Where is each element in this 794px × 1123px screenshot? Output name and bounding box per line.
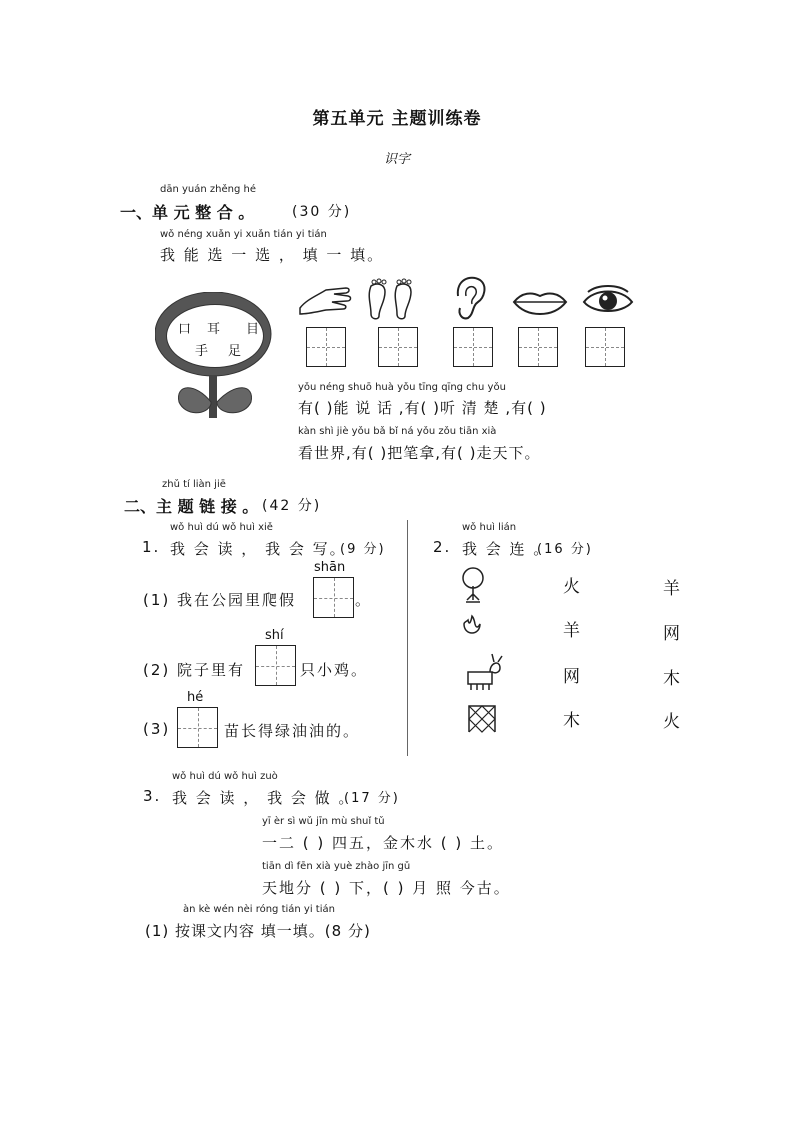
flower-char-2: 耳 — [207, 322, 223, 337]
sheep-picture-icon — [462, 650, 504, 692]
q2-ancient-1[interactable]: 火 — [563, 577, 580, 597]
section1-heading: 一、单 元 整 合 。 — [120, 203, 255, 222]
q3-score: (17 分) — [344, 791, 400, 806]
q2-modern-2[interactable]: 网 — [663, 624, 680, 644]
section1-line1: 有( )能 说 话 ,有( )听 清 楚 ,有( ) — [298, 399, 547, 417]
writing-grid-eye[interactable] — [585, 327, 625, 367]
column-divider — [407, 520, 408, 756]
q1-item1-suffix: 。 — [355, 591, 373, 609]
fire-picture-icon — [460, 614, 484, 640]
q2-modern-3[interactable]: 木 — [663, 669, 680, 689]
flower-char-5: 足 — [228, 344, 244, 359]
q1-item2-pinyin: shí — [265, 628, 284, 643]
section1-instruction: 我 能 选 一 选 ， 填 一 填。 — [160, 246, 385, 264]
section2-pinyin: zhǔ tí liàn jiē — [162, 479, 226, 490]
q3-line2-pinyin: tiān dì fēn xià yuè zhào jīn gǔ — [262, 861, 411, 872]
q1-label: 1. — [142, 538, 161, 556]
q3-line1: 一二 ( ) 四五，金木水 ( ) 土。 — [262, 834, 505, 852]
hand-icon — [296, 280, 354, 320]
mouth-icon — [512, 288, 568, 316]
writing-grid-foot[interactable] — [378, 327, 418, 367]
q2-ancient-4[interactable]: 木 — [563, 711, 580, 731]
section1-instruction-pinyin: wǒ néng xuǎn yi xuǎn tián yi tián — [160, 229, 327, 240]
q1-item2-grid[interactable] — [255, 645, 296, 686]
q2-pinyin: wǒ huì lián — [462, 522, 517, 533]
q1-item2-prefix: (2) 院子里有 — [143, 661, 246, 679]
q3-line1-pinyin: yī èr sì wǔ jīn mù shuǐ tǔ — [262, 816, 385, 827]
flower-char-3: 目 — [246, 322, 262, 337]
writing-grid-hand[interactable] — [306, 327, 346, 367]
writing-grid-mouth[interactable] — [518, 327, 558, 367]
section1-score: (30 分) — [292, 204, 352, 220]
q1-item3-suffix: 苗长得绿油油的。 — [224, 722, 361, 740]
q3-label: 3. — [143, 787, 162, 805]
q1-item3-pinyin: hé — [187, 690, 204, 705]
q1-text: 我 会 读 ， 我 会 写。 — [170, 540, 347, 558]
q3-pinyin: wǒ huì dú wǒ huì zuò — [172, 771, 278, 782]
net-picture-icon — [465, 702, 499, 734]
q3-text: 我 会 读 ， 我 会 做 。 — [172, 789, 356, 807]
page-title: 第五单元 主题训练卷 — [312, 109, 482, 129]
flower-char-1: 口 — [178, 322, 194, 337]
q1-item3-grid[interactable] — [177, 707, 218, 748]
q2-text: 我 会 连 。 — [462, 540, 551, 558]
q3-sub-pinyin: àn kè wén nèi róng tián yi tián — [183, 904, 335, 915]
q1-score: (9 分) — [340, 542, 386, 557]
ear-icon — [450, 272, 490, 322]
q3-line2: 天地分 ( ) 下，( ) 月 照 今古。 — [262, 879, 511, 897]
section1-line1-pinyin: yǒu néng shuō huà yǒu tīng qīng chu yǒu — [298, 382, 506, 393]
section2-score: (42 分) — [262, 498, 322, 514]
section2-heading: 二、主 题 链 接 。 — [124, 497, 259, 516]
writing-grid-ear[interactable] — [453, 327, 493, 367]
q1-item1-grid[interactable] — [313, 577, 354, 618]
q2-label: 2. — [433, 538, 452, 556]
flower-char-4: 手 — [195, 344, 211, 359]
q2-ancient-2[interactable]: 羊 — [563, 621, 580, 641]
feet-icon — [363, 278, 419, 322]
section1-pinyin: dān yuán zhěng hé — [160, 184, 256, 195]
q2-modern-1[interactable]: 羊 — [663, 579, 680, 599]
eye-icon — [580, 284, 636, 318]
q3-sub: (1) 按课文内容 填一填。(8 分) — [145, 922, 371, 940]
tree-picture-icon — [458, 566, 488, 604]
q1-item2-suffix: 只小鸡。 — [300, 661, 369, 679]
section1-line2: 看世界,有( )把笔拿,有( )走天下。 — [298, 444, 541, 462]
q1-item1-pinyin: shān — [314, 560, 346, 575]
q2-ancient-3[interactable]: 网 — [563, 667, 580, 687]
q1-item3-prefix: (3) — [143, 720, 171, 738]
q1-item1-prefix: (1) 我在公园里爬假 — [143, 591, 297, 609]
q2-score: (16 分) — [537, 542, 593, 557]
q1-pinyin: wǒ huì dú wǒ huì xiě — [170, 522, 273, 533]
q2-modern-4[interactable]: 火 — [663, 712, 680, 732]
section1-line2-pinyin: kàn shì jiè yǒu bǎ bǐ ná yǒu zǒu tiān xià — [298, 426, 497, 437]
page-subtitle: 识字 — [383, 152, 410, 167]
